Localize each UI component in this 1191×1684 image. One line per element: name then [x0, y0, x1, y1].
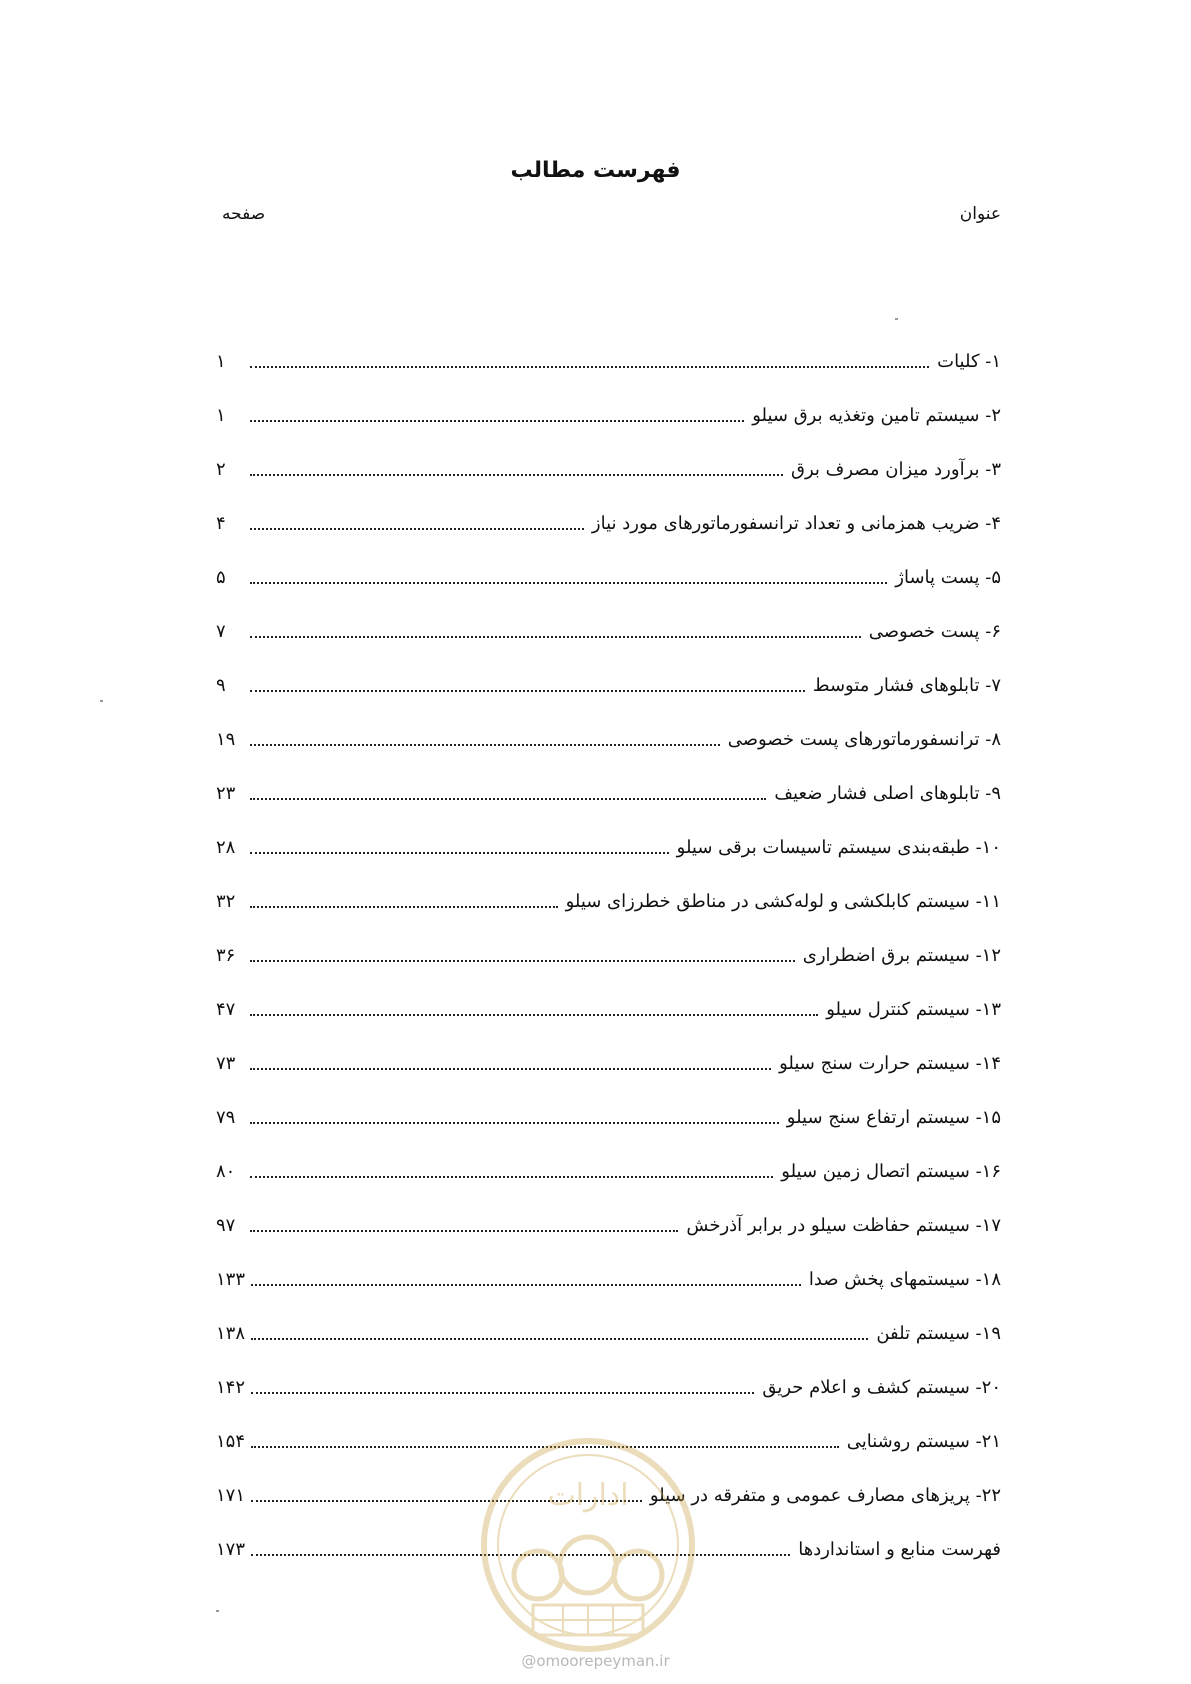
- toc-entry-page: ۱۷۱: [216, 1485, 246, 1506]
- dot-leader: [250, 635, 861, 638]
- toc-entry-page: ۱: [216, 405, 226, 426]
- toc-entry: [216, 1344, 1001, 1398]
- toc-entry: [216, 1290, 1001, 1344]
- toc-entry-title: ۲- سیستم تامین وتغذیه برق سیلو: [752, 405, 1001, 426]
- toc-entry-page: ۹۷: [216, 1215, 236, 1236]
- toc-entry-page: ۷: [216, 621, 226, 642]
- toc-entry-title: ۱۷- سیستم حفاظت سیلو در برابر آذرخش: [686, 1215, 1001, 1236]
- toc-entry-title: ۶- پست خصوصی: [868, 621, 1001, 642]
- toc-entry-title: ۱۶- سیستم اتصال زمین سیلو: [781, 1161, 1001, 1182]
- scan-speck: [895, 318, 898, 320]
- toc-entry-title: ۱۲- سیستم برق اضطراری: [802, 945, 1001, 966]
- toc-entry-title: ۱۵- سیستم ارتفاع سنج سیلو: [786, 1107, 1001, 1128]
- toc-entry-page: ۳۲: [216, 891, 236, 912]
- dot-leader: [250, 851, 669, 854]
- toc-entry-page: ۳۶: [216, 945, 236, 966]
- toc-entry-title: فهرست منابع و استانداردها: [798, 1539, 1001, 1560]
- toc-entry: [216, 912, 1001, 966]
- toc-entry: [216, 534, 1001, 588]
- dot-leader: [250, 365, 929, 368]
- scan-speck: [216, 1610, 219, 1612]
- toc-entry-page: ۸۰: [216, 1161, 236, 1182]
- toc-entry-title: ۸- ترانسفورماتورهای پست خصوصی: [727, 729, 1001, 750]
- toc-entry: [216, 696, 1001, 750]
- toc-entry: [216, 1074, 1001, 1128]
- toc-entry: [216, 750, 1001, 804]
- toc-entry-title: ۱۴- سیستم حرارت سنج سیلو: [779, 1053, 1001, 1074]
- toc-entry-page: ۲۳: [216, 783, 236, 804]
- dot-leader: [251, 1283, 801, 1286]
- watermark-text: ادارات: [547, 1478, 629, 1513]
- footer-site: @omoorepeyman.ir: [521, 1652, 670, 1670]
- toc-entry: [216, 1020, 1001, 1074]
- toc-entry-title: ۷- تابلوهای فشار متوسط: [812, 675, 1001, 696]
- toc-entry: [216, 426, 1001, 480]
- toc-entry-title: ۱۹- سیستم تلفن: [876, 1323, 1001, 1344]
- toc-entry-page: ۷۹: [216, 1107, 236, 1128]
- column-title-heading: عنوان: [959, 204, 1001, 224]
- dot-leader: [250, 797, 766, 800]
- toc-entry-page: ۹: [216, 675, 226, 696]
- toc-entry-title: ۱- کلیات: [937, 351, 1001, 372]
- dot-leader: [250, 1067, 771, 1070]
- dot-leader: [250, 743, 720, 746]
- toc-entry-page: ۱: [216, 351, 226, 372]
- toc-entry-page: ۵: [216, 567, 226, 588]
- page-title: فهرست مطالب: [510, 158, 681, 183]
- dot-leader: [250, 905, 558, 908]
- toc-entry-title: ۱۳- سیستم کنترل سیلو: [826, 999, 1001, 1020]
- toc-entry-page: ۷۳: [216, 1053, 236, 1074]
- toc-entry-title: ۹- تابلوهای اصلی فشار ضعیف: [774, 783, 1001, 804]
- toc-entry: [216, 480, 1001, 534]
- toc-entry-page: ۱۳۳: [216, 1269, 246, 1290]
- dot-leader: [250, 1175, 773, 1178]
- toc-entry-page: ۱۴۲: [216, 1377, 246, 1398]
- dot-leader: [250, 581, 887, 584]
- table-of-contents: [216, 318, 1001, 1560]
- dot-leader: [250, 527, 584, 530]
- dot-leader: [250, 959, 795, 962]
- toc-entry-title: ۱۱- سیستم کابلکشی و لوله‌کشی در مناطق خطرزای سیلو: [565, 891, 1001, 912]
- toc-entry-title: ۱۰- طبقه‌بندی سیستم تاسیسات برقی سیلو: [676, 837, 1001, 858]
- column-page-heading: صفحه: [222, 204, 266, 224]
- watermark-seal: [478, 1435, 698, 1655]
- toc-entry: [216, 804, 1001, 858]
- toc-entry: [216, 966, 1001, 1020]
- toc-entry-page: ۲۸: [216, 837, 236, 858]
- scan-speck: [100, 700, 103, 702]
- toc-entry: [216, 1128, 1001, 1182]
- toc-entry: [216, 372, 1001, 426]
- dot-leader: [250, 1013, 818, 1016]
- toc-entry: [216, 642, 1001, 696]
- toc-entry-page: ۱۷۳: [216, 1539, 246, 1560]
- toc-entry-title: ۵- پست پاساژ: [895, 567, 1001, 588]
- toc-entry-title: ۲۱- سیستم روشنایی: [846, 1431, 1001, 1452]
- toc-entry-title: ۲۰- سیستم کشف و اعلام حریق: [762, 1377, 1001, 1398]
- toc-entry: [216, 318, 1001, 372]
- toc-entry-title: ۳- برآورد میزان مصرف برق: [791, 459, 1001, 480]
- toc-entry-title: ۴- ضریب همزمانی و تعداد ترانسفورماتورهای مورد نیاز: [591, 513, 1001, 534]
- toc-entry-page: ۱۹: [216, 729, 236, 750]
- dot-leader: [251, 1337, 868, 1340]
- toc-entry: [216, 1182, 1001, 1236]
- dot-leader: [250, 689, 805, 692]
- dot-leader: [251, 1391, 754, 1394]
- toc-entry-page: ۲: [216, 459, 226, 480]
- toc-entry: [216, 858, 1001, 912]
- toc-entry: [216, 588, 1001, 642]
- toc-entry-page: ۴: [216, 513, 226, 534]
- toc-entry-page: ۱۳۸: [216, 1323, 246, 1344]
- dot-leader: [250, 1121, 779, 1124]
- toc-entry-title: ۱۸- سیستمهای پخش صدا: [808, 1269, 1001, 1290]
- toc-entry: [216, 1236, 1001, 1290]
- dot-leader: [250, 1229, 678, 1232]
- dot-leader: [250, 419, 744, 422]
- dot-leader: [250, 473, 783, 476]
- toc-entry-page: ۱۵۴: [216, 1431, 246, 1452]
- toc-entry-page: ۴۷: [216, 999, 236, 1020]
- toc-entry-title: ۲۲- پریزهای مصارف عمومی و متفرقه در سیلو: [649, 1485, 1001, 1506]
